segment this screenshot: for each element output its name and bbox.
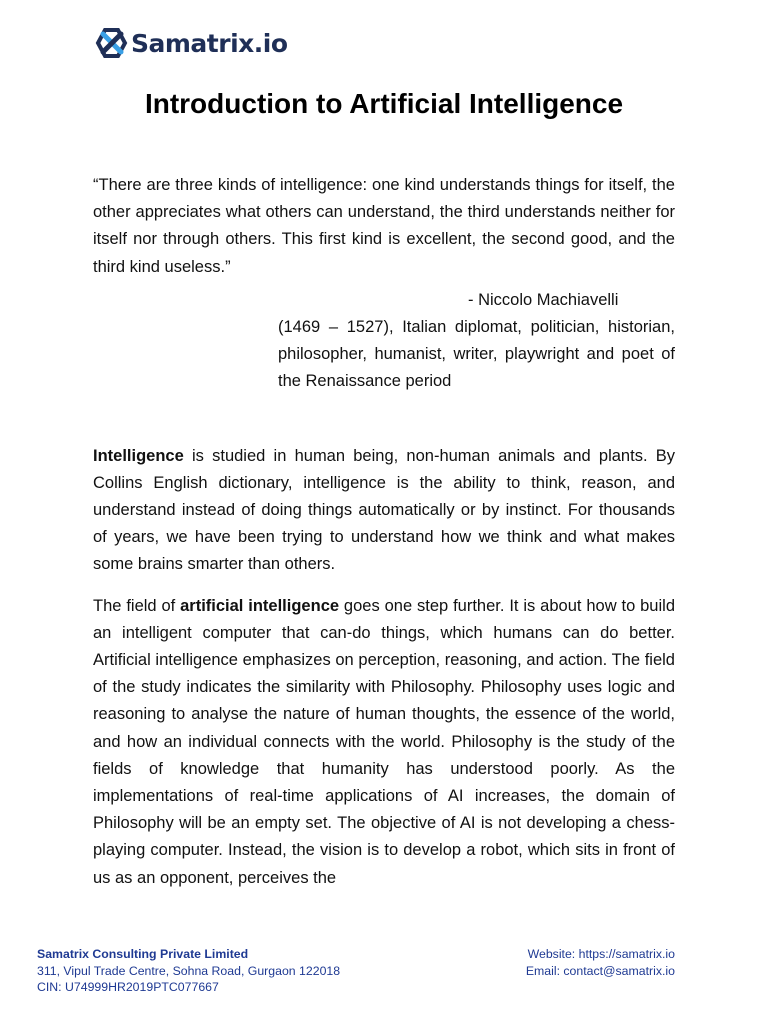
quote-text: “There are three kinds of intelligence: one kind understands things for itself, the other appreciates what others can understand, the third understands neither for itself nor through others. This first kind is excellent, the second good, and the third kind useless.” — [93, 176, 675, 276]
paragraph-intelligence-text: is studied in human being, non-human animals and plants. By Collins English dictionary, intelligence is the ability to think, reason, and understand instead of doing things automatically or by instinct. For thousands of years, we have been trying to understand how we think and what makes some brains smarter than others. — [93, 446, 675, 574]
paragraph-ai-text: goes one step further. It is about how to build an intelligent computer that can-do things, which humans can do better. Artificial intelligence emphasizes on perception, reasoning, and action. The field of the study indicates the similarity with Philosophy. Philosophy uses logic and reasoning to analyse the nature of human thoughts, the essence of the world, and how an individual connects with the world. Philosophy is the study of the fields of knowledge that humanity has understood poorly. As the implementations of real-time applications of AI increases, the domain of Philosophy will be an empty set. The objective of AI is not developing a chess-playing computer. Instead, the vision is to develop a robot, which sits in front of us as an opponent, perceives the — [93, 596, 675, 887]
footer-website[interactable]: Website: https://samatrix.io — [527, 947, 675, 961]
page-title: Introduction to Artificial Intelligence — [144, 88, 624, 119]
footer-company-name: Samatrix Consulting Private Limited — [37, 947, 249, 961]
paragraph-artificial-intelligence — [93, 593, 675, 892]
paragraph-ai-lead: The field of — [93, 596, 181, 615]
footer-contact-info — [526, 946, 675, 979]
term-artificial-intelligence: artificial intelligence — [180, 596, 340, 615]
document-body — [93, 172, 675, 906]
samatrix-logo-icon — [94, 26, 130, 60]
logo-brand-text: Samatrix.io — [131, 28, 288, 58]
logo — [94, 26, 288, 60]
footer-company-info — [37, 946, 340, 996]
footer-email[interactable]: Email: contact@samatrix.io — [525, 963, 675, 978]
paragraph-intelligence — [93, 443, 675, 579]
term-intelligence: Intelligence — [93, 446, 184, 465]
quote-attribution: - Niccolo Machiavelli — [468, 290, 619, 309]
footer-address: 311, Vipul Trade Centre, Sohna Road, Gurgaon 122018 — [37, 963, 341, 978]
quote-author-description: (1469 – 1527), Italian diplomat, politician, historian, philosopher, humanist, writer, playwright and poet of the Renaissance period — [278, 318, 675, 391]
footer-cin: CIN: U74999HR2019PTC077667 — [37, 980, 219, 995]
